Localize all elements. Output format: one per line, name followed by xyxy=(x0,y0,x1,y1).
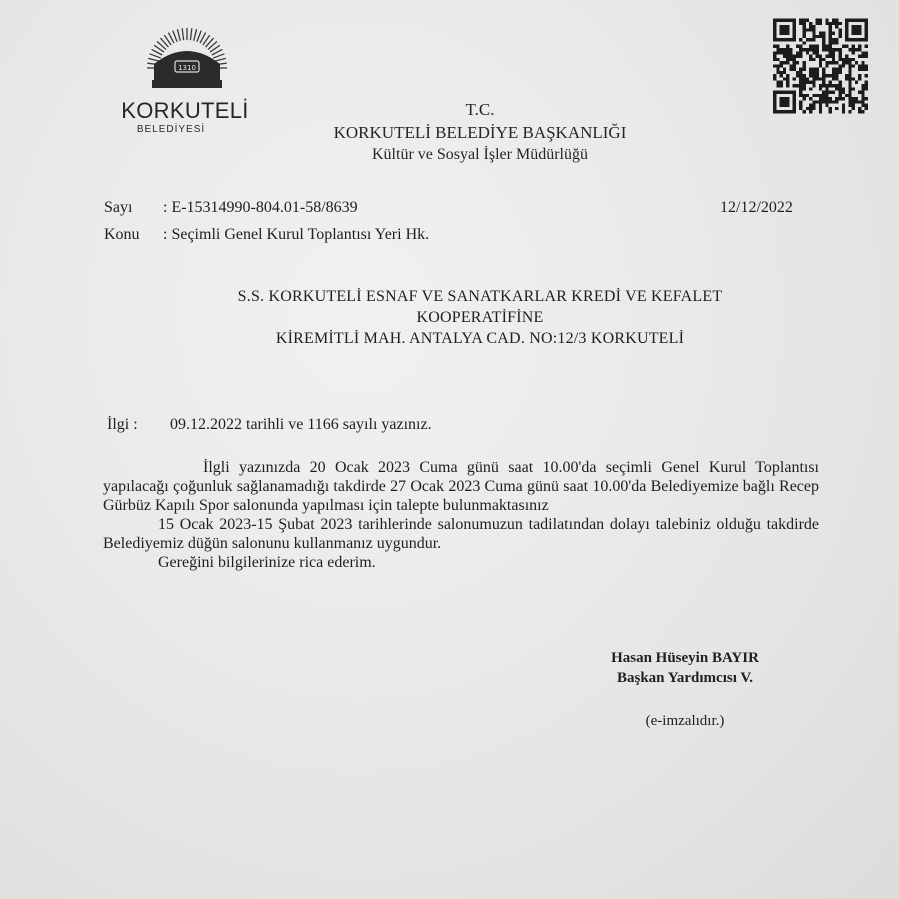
header-department: Kültür ve Sosyal İşler Müdürlüğü xyxy=(372,146,588,163)
body-paragraph-2: 15 Ocak 2023-15 Şubat 2023 tarihlerinde salonumuzun tadilatından dolayı talebiniz olduğu takdirde Belediyemiz düğün salonunu kullanmanız uygundur. xyxy=(103,516,819,552)
logo-emblem-icon xyxy=(142,24,232,98)
reference-value: 09.12.2022 tarihli ve 1166 sayılı yazınız. xyxy=(170,416,432,433)
konu-label: Konu xyxy=(104,226,140,243)
sayi-value: : E-15314990-804.01-58/8639 xyxy=(163,199,358,216)
recipient-address: KİREMİTLİ MAH. ANTALYA CAD. NO:12/3 KORKUTELİ xyxy=(275,330,685,347)
logo-year: 1310 xyxy=(178,64,196,72)
header-tc: T.C. xyxy=(465,100,495,119)
recipient-line-2: KOOPERATİFİNE xyxy=(416,309,544,326)
qr-code-icon xyxy=(773,17,868,115)
document-date: 12/12/2022 xyxy=(720,199,793,216)
body-paragraph-1: İlgli yazınızda 20 Ocak 2023 Cuma günü saat 10.00'da seçimli Genel Kurul Toplantısı yapılacağı çoğunluk sağlanamadığı takdirde 27 Ocak 2023 Cuma günü saat 10.00'da Belediyemize bağlı Recep Gürbüz Kapılı Spor salonunda yapılması için talepte bulunmaktasınız xyxy=(103,459,819,514)
header-organization: KORKUTELİ BELEDİYE BAŞKANLIĞI xyxy=(333,123,627,142)
letter-body xyxy=(103,458,819,572)
signatory-title: Başkan Yardımcısı V. xyxy=(616,670,753,686)
municipality-logo xyxy=(112,24,262,140)
e-signature-note: (e-imzalıdır.) xyxy=(645,713,725,729)
sayi-label: Sayı xyxy=(104,199,133,216)
logo-name: KORKUTELİ xyxy=(121,98,249,123)
signatory-name: Hasan Hüseyin BAYIR xyxy=(611,650,759,666)
body-paragraph-3: Gereğini bilgilerinize rica ederim. xyxy=(158,554,376,571)
recipient-line-1: S.S. KORKUTELİ ESNAF VE SANATKARLAR KREDİ VE KEFALET xyxy=(237,288,723,305)
reference-label: İlgi : xyxy=(107,416,138,433)
logo-subtitle: BELEDİYESİ xyxy=(136,124,206,135)
konu-value: : Seçimli Genel Kurul Toplantısı Yeri Hk. xyxy=(163,226,430,243)
